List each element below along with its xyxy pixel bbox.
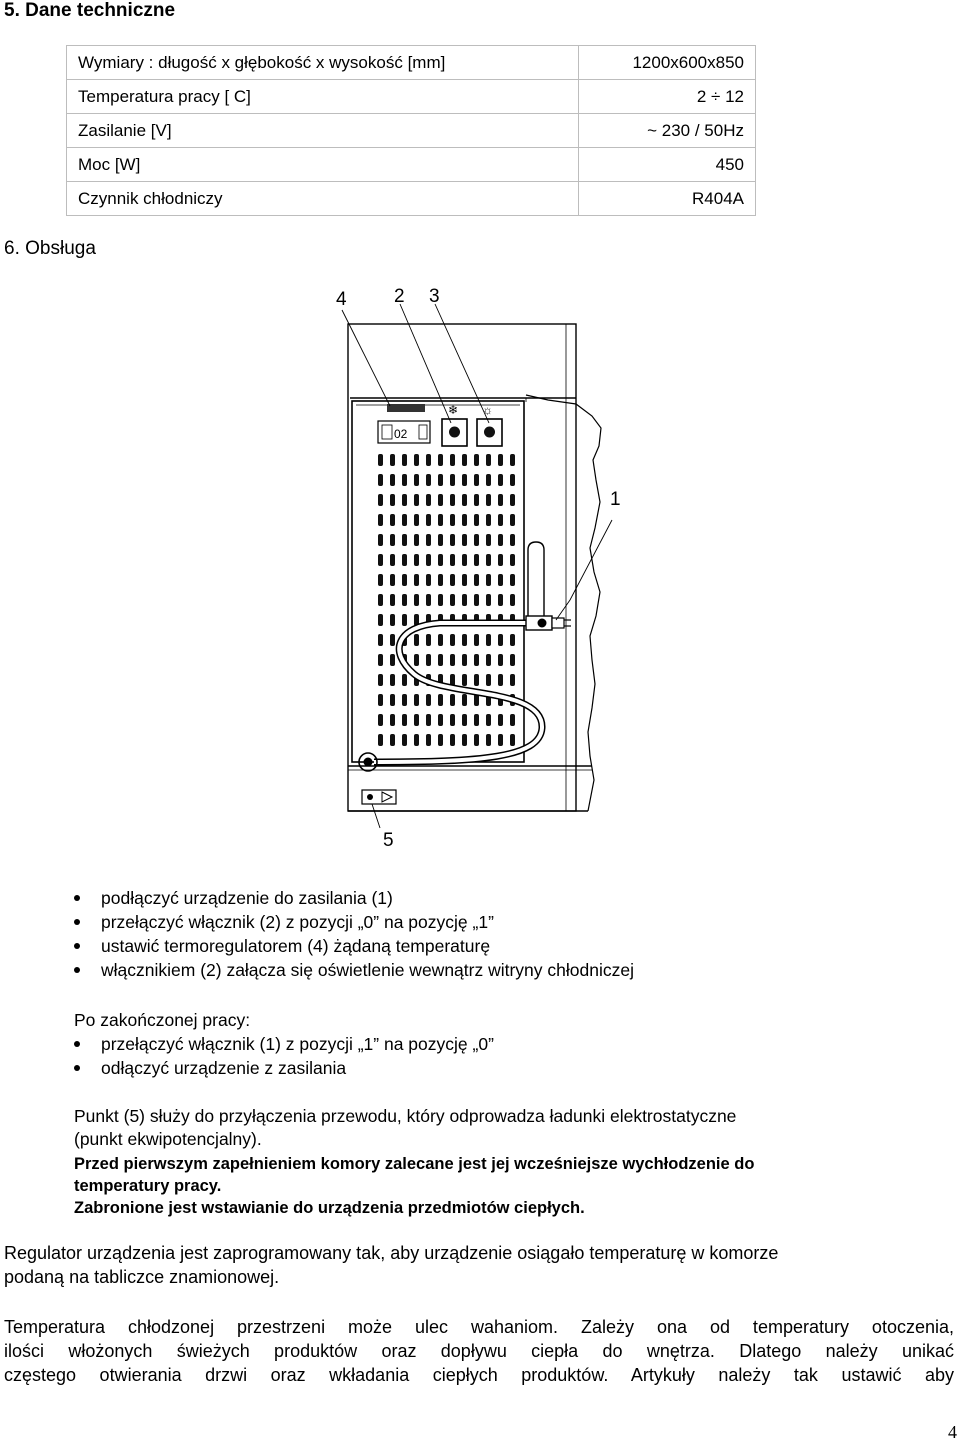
startup-steps-list: [72, 886, 634, 982]
warm-items-warning: Zabronione jest wstawianie do urządzenia przedmiotów ciepłych.: [74, 1199, 585, 1217]
section-6-heading: 6. Obsługa: [4, 238, 96, 259]
list-item: przełączyć włącznik (2) z pozycji „0” na pozycję „1”: [72, 910, 634, 934]
list-item: przełączyć włącznik (1) z pozycji „1” na pozycję „0”: [72, 1032, 494, 1056]
callout-3: 3: [429, 286, 440, 307]
brand-logo: [387, 404, 425, 412]
equipotential-point: [362, 790, 396, 804]
technical-data-table: [66, 45, 756, 216]
callout-2: 2: [394, 286, 405, 307]
device-diagram: [330, 280, 640, 860]
regulator-line1: Regulator urządzenia jest zaprogramowany tak, aby urządzenie osiągało temperaturę w komorze: [4, 1243, 779, 1263]
list-item: włącznikiem (2) załącza się oświetlenie wewnątrz witryny chłodniczej: [72, 958, 634, 982]
temperature-line2: ilości włożonych świeżych produktów oraz dopływu ciepła do wnętrza. Dlatego należy unikać: [4, 1341, 954, 1361]
cooling-warning-line2: temperatury pracy.: [74, 1177, 222, 1195]
callout-1: 1: [610, 489, 621, 510]
control-panel: [378, 403, 502, 446]
list-item: podłączyć urządzenie do zasilania (1): [72, 886, 634, 910]
page-number: 4: [948, 1422, 957, 1442]
spec-label: Moc [W]: [67, 148, 579, 182]
spec-value: 2 ÷ 12: [579, 80, 756, 114]
regulator-line2: podaną na tabliczce znamionowej.: [4, 1267, 280, 1287]
thermoregulator-display: 02: [394, 427, 408, 441]
point5-note-line2: (punkt ekwipotencjalny).: [74, 1129, 262, 1149]
spec-label: Czynnik chłodniczy: [67, 182, 579, 216]
lightbulb-icon: ☼: [482, 403, 493, 417]
callout-4: 4: [336, 289, 347, 310]
cooling-warning-line1: Przed pierwszym zapełnieniem komory zalecane jest jej wcześniejsze wychłodzenie do: [74, 1155, 755, 1173]
callout-5: 5: [383, 830, 394, 851]
spec-value: R404A: [579, 182, 756, 216]
spec-value: 450: [579, 148, 756, 182]
table-row: [67, 46, 756, 80]
spec-label: Zasilanie [V]: [67, 114, 579, 148]
ventilation-grille: [378, 454, 515, 746]
temperature-line3: częstego otwierania drzwi oraz wkładania ciepłych produktów. Artykuły należy tak ustawić aby: [4, 1365, 954, 1385]
temperature-line1: Temperatura chłodzonej przestrzeni może ulec wahaniom. Zależy ona od temperatury otoczenia,: [4, 1317, 954, 1337]
after-work-heading: Po zakończonej pracy:: [74, 1010, 251, 1030]
list-item: ustawić termoregulatorem (4) żądaną temperaturę: [72, 934, 634, 958]
section-5-heading: 5. Dane techniczne: [4, 0, 176, 21]
point5-note-line1: Punkt (5) służy do przyłączenia przewodu, który odprowadza ładunki elektrostatyczne: [74, 1106, 737, 1126]
spec-value: ~ 230 / 50Hz: [579, 114, 756, 148]
table-row: [67, 80, 756, 114]
list-item: odłączyć urządzenie z zasilania: [72, 1056, 494, 1080]
shutdown-steps-list: [72, 1032, 494, 1080]
table-row: [67, 182, 756, 216]
spec-label: Wymiary : długość x głębokość x wysokość [mm]: [67, 46, 579, 80]
snowflake-icon: ❄: [448, 403, 459, 417]
spec-label: Temperatura pracy [ C]: [67, 80, 579, 114]
spec-value: 1200x600x850: [579, 46, 756, 80]
table-row: [67, 148, 756, 182]
table-row: [67, 114, 756, 148]
